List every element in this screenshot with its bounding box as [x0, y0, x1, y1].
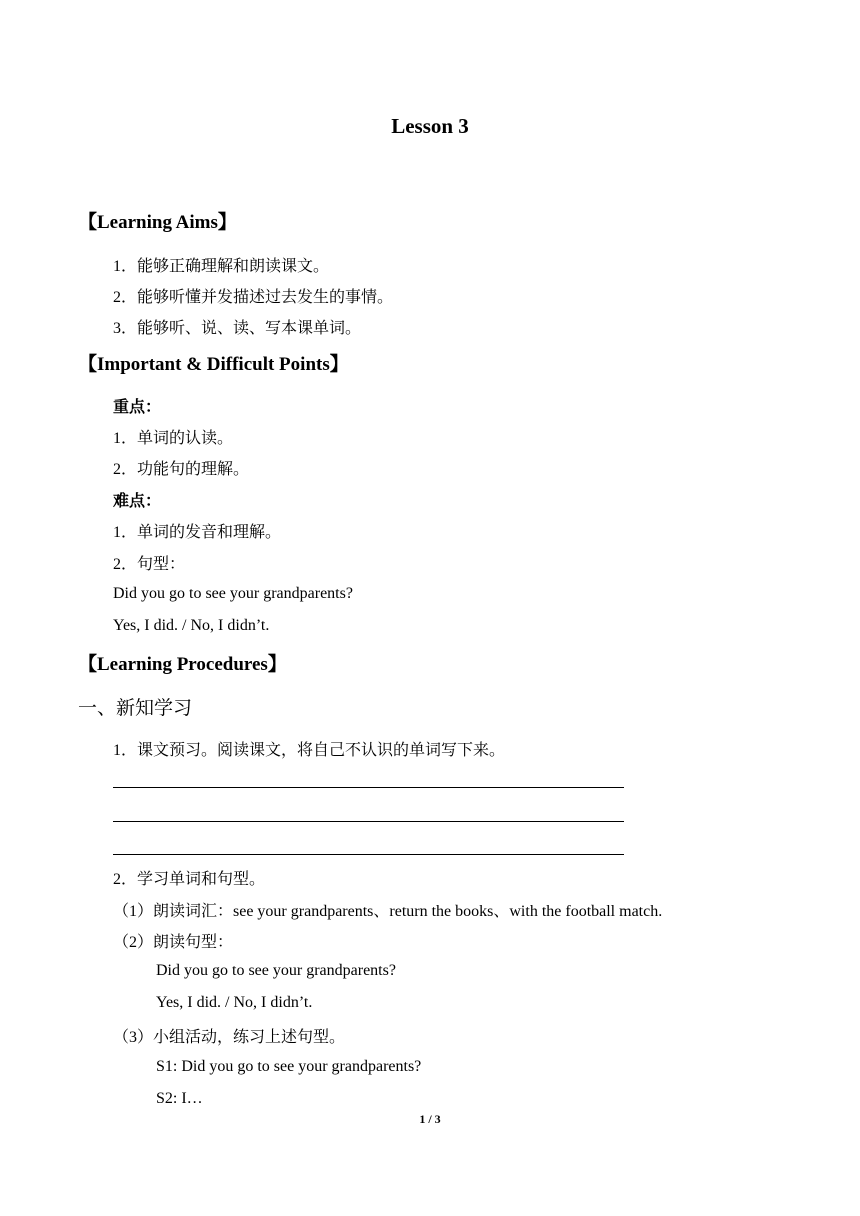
dialog-line: S2: I… — [156, 1090, 203, 1107]
section-important-difficult: 【Important & Difficult Points】 — [78, 354, 349, 375]
aim-item: 2．能够听懂并发描述过去发生的事情。 — [113, 289, 394, 306]
procedure-step: 2．学习单词和句型。 — [113, 871, 266, 888]
section-learning-aims: 【Learning Aims】 — [78, 212, 237, 233]
dialog-line: S1: Did you go to see your grandparents? — [156, 1058, 422, 1075]
sub-step: （1）朗读词汇：see your grandparents、return the books、with the football match. — [113, 903, 663, 920]
practice-sentence: Did you go to see your grandparents? — [156, 962, 396, 979]
aim-item: 1．能够正确理解和朗读课文。 — [113, 258, 330, 275]
answer-line — [113, 787, 624, 788]
sub-step: （3）小组活动，练习上述句型。 — [113, 1029, 346, 1046]
answer-line — [113, 854, 624, 855]
key-point-item: 1．单词的认读。 — [113, 430, 234, 447]
part-one-heading: 一、新知学习 — [78, 698, 193, 719]
difficult-points-label: 难点： — [113, 493, 162, 510]
answer-line — [113, 821, 624, 822]
difficult-point-item: 1．单词的发音和理解。 — [113, 524, 282, 541]
page-title: Lesson 3 — [391, 114, 469, 138]
key-point-item: 2．功能句的理解。 — [113, 461, 250, 478]
section-learning-procedures: 【Learning Procedures】 — [78, 654, 287, 675]
sentence-pattern: Did you go to see your grandparents? — [113, 585, 353, 602]
difficult-point-item: 2．句型： — [113, 556, 186, 573]
page-number: 1 / 3 — [419, 1112, 441, 1126]
sentence-pattern: Yes, I did. / No, I didn’t. — [113, 617, 270, 634]
procedure-step: 1．课文预习。阅读课文，将自己不认识的单词写下来。 — [113, 742, 506, 759]
key-points-label: 重点： — [113, 399, 162, 416]
practice-sentence: Yes, I did. / No, I didn’t. — [156, 994, 313, 1011]
sub-step: （2）朗读句型： — [113, 934, 234, 951]
aim-item: 3．能够听、说、读、写本课单词。 — [113, 320, 362, 337]
